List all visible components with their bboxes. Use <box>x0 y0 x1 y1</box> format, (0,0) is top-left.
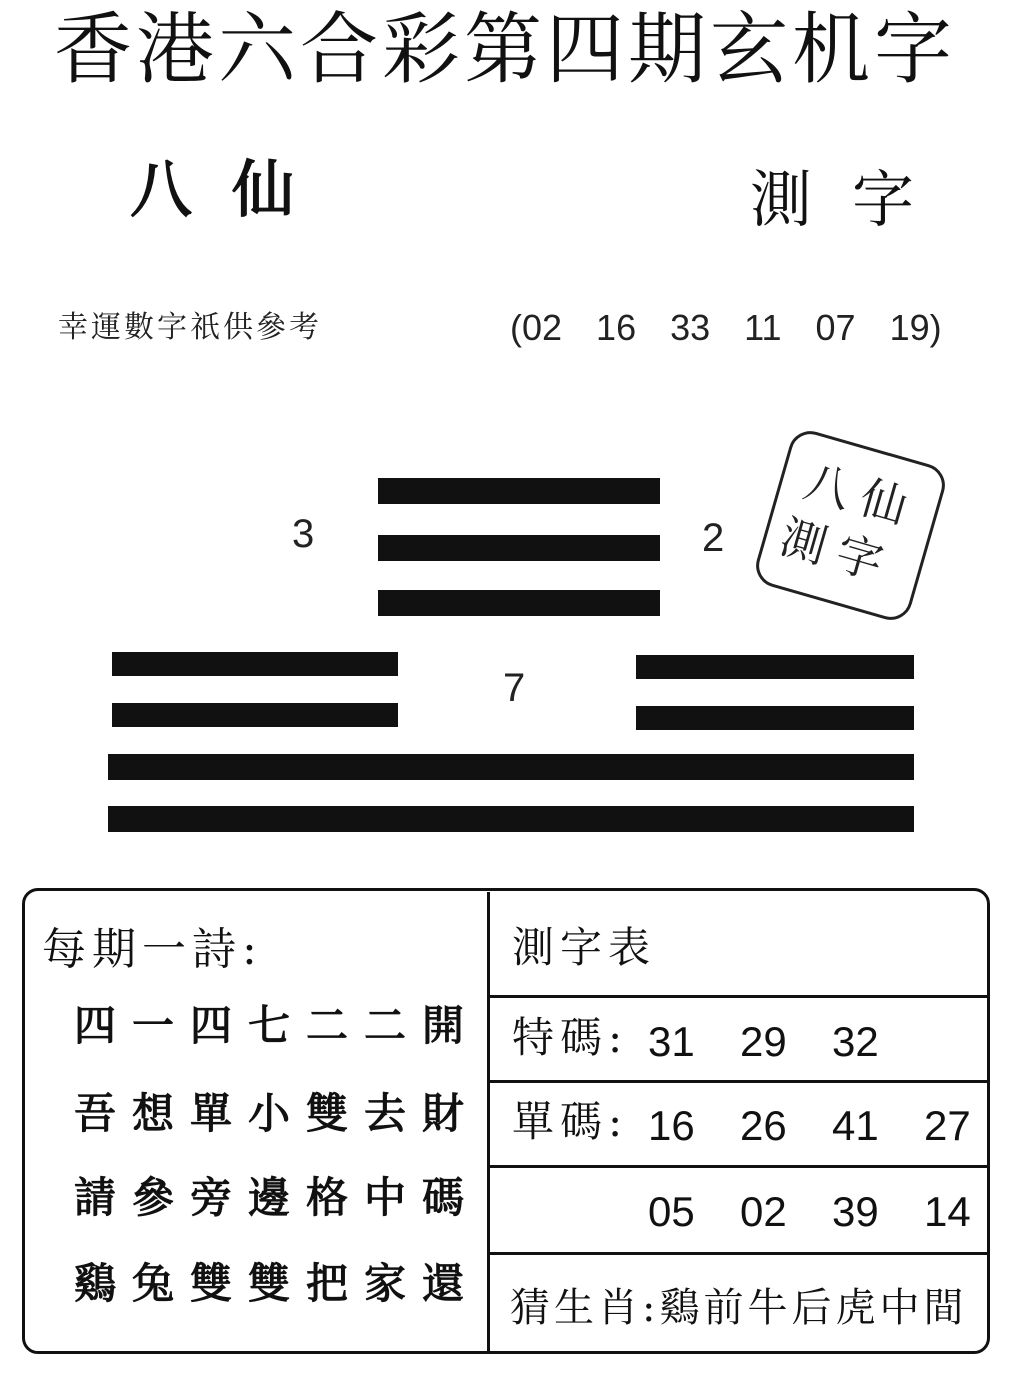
hexagram-number-upper: 3 <box>292 512 315 556</box>
extra-number: 02 <box>740 1188 787 1235</box>
trigram-line-top-3 <box>378 590 660 616</box>
row-divider-1 <box>490 995 988 998</box>
single-number: 27 <box>924 1102 971 1149</box>
left-heading: 八仙 <box>130 153 335 226</box>
extra-number: 05 <box>648 1188 695 1235</box>
single-number-label: 單碼: <box>512 1097 629 1146</box>
lucky-number: 16 <box>596 307 637 348</box>
right-heading: 測字 <box>750 163 955 236</box>
lucky-number: 19 <box>889 307 930 348</box>
stamp-line-1: 八仙 <box>798 453 925 538</box>
broken-line-left-1 <box>112 652 398 676</box>
hexagram-number-right: 2 <box>702 516 725 560</box>
broken-line-right-2 <box>636 706 914 730</box>
single-number: 16 <box>648 1102 695 1149</box>
open-paren: ( <box>510 307 522 348</box>
trigram-line-top-2 <box>378 535 660 561</box>
table-header: 測字表 <box>512 923 657 972</box>
single-numbers <box>648 1100 994 1152</box>
poem-title: 每期一詩: <box>42 924 263 975</box>
extra-number: 14 <box>924 1188 971 1235</box>
special-number: 32 <box>832 1018 879 1065</box>
row-divider-3 <box>490 1165 988 1168</box>
panel-divider <box>487 892 490 1352</box>
poem-line: 四一四七二二開 <box>74 1001 481 1050</box>
lucky-number: 33 <box>670 307 711 348</box>
solid-line-1 <box>108 754 914 780</box>
trigram-line-top-1 <box>378 478 660 504</box>
extra-numbers <box>648 1186 994 1238</box>
special-number: 31 <box>648 1018 695 1065</box>
row-divider-4 <box>490 1252 988 1255</box>
single-number: 26 <box>740 1102 787 1149</box>
single-number: 41 <box>832 1102 879 1149</box>
hexagram-number-middle: 7 <box>503 666 526 710</box>
close-paren: ) <box>929 307 942 348</box>
lucky-number: 11 <box>744 307 782 348</box>
lucky-number: 02 <box>522 307 563 348</box>
special-number-label: 特碼: <box>512 1013 629 1062</box>
poem-line: 鷄兔雙雙把家還 <box>74 1259 481 1308</box>
poem-line: 請參旁邊格中碼 <box>74 1173 481 1222</box>
special-numbers <box>648 1016 924 1068</box>
stamp-seal <box>751 426 950 625</box>
solid-line-2 <box>108 806 914 832</box>
poem-line: 吾想單小雙去財 <box>74 1089 481 1138</box>
stamp-line-2: 測字 <box>774 509 901 594</box>
lucky-numbers <box>510 306 942 350</box>
special-number: 29 <box>740 1018 787 1065</box>
lucky-number: 07 <box>815 307 856 348</box>
broken-line-left-2 <box>112 703 398 727</box>
zodiac-guess: 猜生肖:鷄前牛后虎中間 <box>510 1285 968 1331</box>
extra-number: 39 <box>832 1188 879 1235</box>
row-divider-2 <box>490 1080 988 1083</box>
page-title: 香港六合彩第四期玄机字 <box>53 5 956 95</box>
broken-line-right-1 <box>636 655 914 679</box>
lucky-numbers-label: 幸運數字祇供參考 <box>58 310 322 345</box>
